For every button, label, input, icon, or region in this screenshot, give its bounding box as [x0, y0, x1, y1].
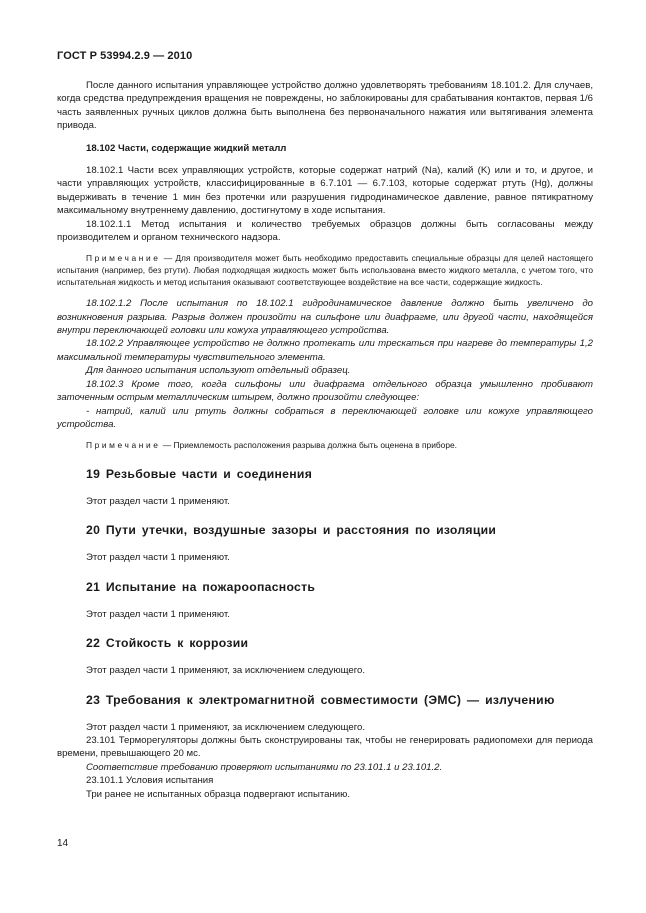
- paragraph-23-101-1: 23.101.1 Условия испытания: [86, 775, 214, 787]
- note-2: [57, 440, 593, 452]
- section-23-text: Этот раздел части 1 применяют, за исключением следующего.: [86, 721, 366, 733]
- note-label: Примечание: [86, 440, 161, 451]
- paragraph-18-102-1: 18.102.1 Части всех управляющих устройств, которые содержат натрий (Na), калий (K) или и то, и другое, и части управляющих устройств, классифицированные в 6.7.101 — 6.7.103, которые содержат ртуть (Hg), должны выдерживать в течение 1 мин без протечки или разрушения гидродинамическое давление, равное пятикратному максимальному внутреннему давлению, достигнутому в ходе испытания.: [57, 165, 593, 217]
- paragraph-compliance: Соответствие требованию проверяют испытаниями по 23.101.1 и 23.101.2.: [86, 761, 443, 773]
- section-heading-20: 20 Пути утечки, воздушные зазоры и расстояния по изоляции: [86, 523, 497, 538]
- section-heading-21: 21 Испытание на пожароопасность: [86, 579, 316, 594]
- section-heading-19: 19 Резьбовые части и соединения: [86, 466, 313, 481]
- paragraph-18-102-2: 18.102.2 Управляющее устройство не должно протекать или трескаться при нагреве до температуры 1,2 максимальной температуры чувствительного элемента.: [57, 338, 593, 363]
- document-body: [57, 79, 593, 801]
- paragraph-after-test: После данного испытания управляющее устройство должно удовлетворять требованиям 18.101.2. Для случаев, когда средства предупреждения вращения не повреждены, но заблокированы для срабатывания контактов, первая 1/6 часть заявленных ручных циклов должна быть выполнена без первоначального нажатия или вытягивания элемента привода.: [57, 80, 593, 132]
- section-heading-23: 23 Требования к электромагнитной совместимости (ЭМС) — излучению: [86, 692, 555, 707]
- note-label: Примечание: [86, 253, 161, 264]
- section-22-text: Этот раздел части 1 применяют, за исключением следующего.: [86, 665, 366, 677]
- paragraph-18-102-1-1: 18.102.1.1 Метод испытания и количество требуемых образцов должны быть согласованы между производителем и органом технического надзора.: [57, 218, 593, 244]
- note-1: [57, 253, 593, 288]
- paragraph-three-samples: Три ранее не испытанных образца подвергают испытанию.: [86, 788, 351, 800]
- section-19-text: Этот раздел части 1 применяют.: [86, 495, 230, 507]
- note-text: — Для производителя может быть необходимо предоставить специальные образцы для целей настоящего испытания (например, без ртути). Любая подходящая жидкость может быть использована вместо жидкого металла, с учетом того, что испытательная жидкость и метод испытания оказывают соответствующее воздействие на все части, содержащие жидкость.: [57, 253, 593, 287]
- page-number: 14: [57, 838, 69, 849]
- document-header: ГОСТ Р 53994.2.9 — 2010: [57, 50, 193, 62]
- subsection-heading-18-102: 18.102 Части, содержащие жидкий металл: [86, 142, 287, 154]
- bullet-item: - натрий, калий или ртуть должны собраться в переключающей головке или кожухе управляющего устройства.: [57, 405, 593, 430]
- paragraph-18-102-3: 18.102.3 Кроме того, когда сильфоны или диафрагма отдельного образца умышленно пробивают заточенным острым металлическим штырем, должно произойти следующее:: [57, 378, 593, 404]
- paragraph-23-101: 23.101 Терморегуляторы должны быть сконструированы так, чтобы не генерировать радиопомехи для периода времени, превышающего 20 мс.: [57, 734, 593, 760]
- note-text: — Приемлемость расположения разрыва должна быть оценена в приборе.: [160, 440, 457, 451]
- paragraph-separate-sample: Для данного испытания используют отдельный образец.: [86, 365, 351, 377]
- section-21-text: Этот раздел части 1 применяют.: [86, 608, 230, 620]
- section-heading-22: 22 Стойкость к коррозии: [86, 636, 249, 651]
- paragraph-18-102-1-2: 18.102.1.2 После испытания по 18.102.1 гидродинамическое давление должно быть увеличено до возникновения разрыва. Разрыв должен произойти на сильфоне или диафрагме, или другой части, находящейся внутри переключающей головки или кожуха управляющего устройства.: [57, 298, 593, 337]
- section-20-text: Этот раздел части 1 применяют.: [86, 552, 230, 564]
